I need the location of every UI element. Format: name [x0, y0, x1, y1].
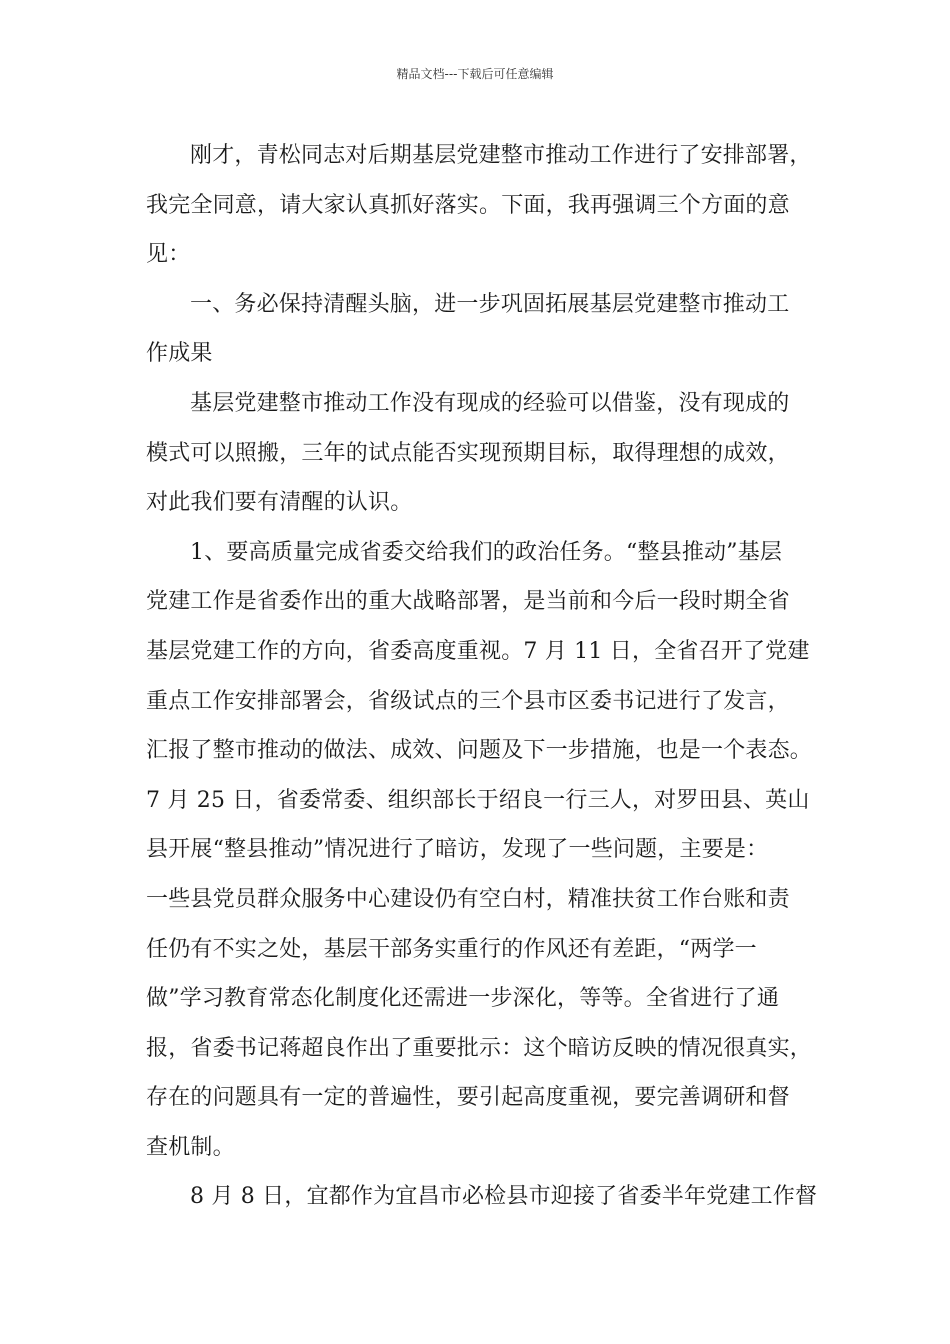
- text-line: 做”学习教育常态化制度化还需进一步深化，等等。全省进行了通: [146, 986, 780, 1012]
- text-line: 存在的问题具有一定的普遍性，要引起高度重视，要完善调研和督: [146, 1085, 790, 1111]
- text-line: 汇报了整市推动的做法、成效、问题及下一步措施，也是一个表态。: [146, 738, 813, 764]
- text-line: 一些县党员群众服务中心建设仍有空白村，精准扶贫工作台账和责: [146, 886, 790, 912]
- text-line: 报，省委书记蒋超良作出了重要批示：这个暗访反映的情况很真实，: [146, 1035, 813, 1061]
- text-line: 我完全同意，请大家认真抓好落实。下面，我再强调三个方面的意: [146, 192, 790, 218]
- text-line: 党建工作是省委作出的重大战略部署，是当前和今后一段时期全省: [146, 589, 790, 615]
- document-body: [146, 131, 818, 1222]
- text-line: 基层党建整市推动工作没有现成的经验可以借鉴，没有现成的: [190, 390, 790, 416]
- text-line: 县开展“整县推动”情况进行了暗访，发现了一些问题，主要是：: [146, 837, 769, 863]
- text-line: 1、要高质量完成省委交给我们的政治任务。“整县推动”基层: [190, 539, 783, 565]
- section-heading-line: 作成果: [146, 341, 213, 367]
- text-line: 刚才，青松同志对后期基层党建整市推动工作进行了安排部署，: [190, 143, 812, 168]
- text-line: 对此我们要有清醒的认识。: [146, 490, 413, 516]
- text-line: 见：: [146, 242, 191, 268]
- section-heading-line: 一、务必保持清醒头脑，进一步巩固拓展基层党建整市推动工: [190, 291, 790, 317]
- text-line: 任仍有不实之处，基层干部务实重行的作风还有差距，“两学一: [146, 936, 757, 962]
- text-line: 查机制。: [146, 1134, 235, 1160]
- page-header: 精品文档---下载后可任意编辑: [396, 67, 554, 81]
- text-line: 7 月 25 日，省委常委、组织部长于绍良一行三人，对罗田县、英山: [146, 787, 810, 813]
- text-line: 8 月 8 日，宜都作为宜昌市必检县市迎接了省委半年党建工作督: [190, 1184, 818, 1210]
- text-line: 模式可以照搬，三年的试点能否实现预期目标，取得理想的成效，: [146, 440, 790, 466]
- text-line: 基层党建工作的方向，省委高度重视。7 月 11 日，全省召开了党建: [146, 638, 810, 664]
- text-line: 重点工作安排部署会，省级试点的三个县市区委书记进行了发言，: [146, 688, 790, 714]
